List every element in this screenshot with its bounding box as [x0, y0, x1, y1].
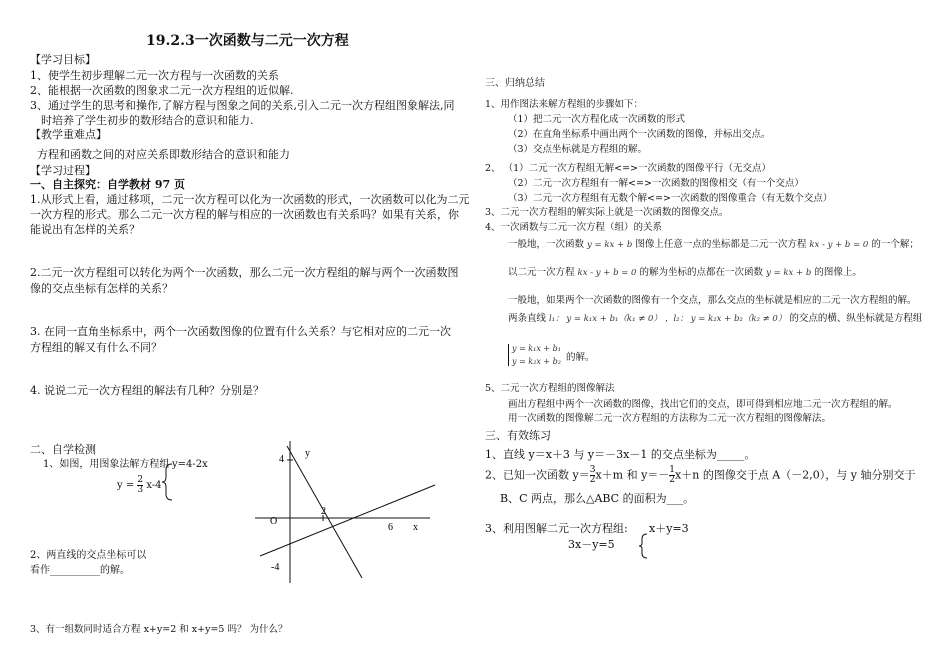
practice-3: 3、利用图解二元一次方程组:	[485, 522, 628, 535]
keypoint-text: 方程和函数之间的对应关系即数形结合的意识和能力	[37, 148, 290, 161]
keypoint-heading: 【教学重难点】	[30, 128, 107, 141]
goal-1: 1、使学生初步理解二元一次方程与一次函数的关系	[30, 69, 279, 82]
practice-2-line-2: B、C 两点，那么△ABC 的面积为___。	[500, 492, 695, 505]
x-tick-6-label: 6	[388, 522, 393, 533]
s4-1-middle: 图像上任意一点的坐标都是二元一次方程	[635, 239, 807, 250]
s4-2-prefix: 以二元一次方程	[508, 267, 575, 278]
x-tick-2-label: 2	[321, 506, 326, 517]
system-brace-icon	[160, 462, 174, 502]
page-title: 19.2.3一次函数与二元一次方程	[146, 33, 349, 49]
s4-4-prefix: 两条直线	[508, 313, 547, 324]
p2-denominator-2: 2	[669, 475, 676, 485]
s4-2-function: y = kx + b	[766, 268, 812, 278]
s4-1-suffix: 的一个解；	[871, 239, 919, 250]
check-3: 3、有一组数同时适合方程 x+y=2 和 x+y=5 吗？ 为什么？	[30, 624, 288, 635]
summary-4-para-4	[508, 313, 922, 325]
eq2-denominator: 3	[137, 485, 144, 495]
check-1-text: 1、如图，用图象法解方程组	[43, 459, 170, 470]
check-2-line-2: 看作__________的解。	[30, 565, 130, 576]
goals-heading: 【学习目标】	[30, 53, 96, 66]
practice-3-equation-1: x＋y=3	[649, 522, 689, 535]
summary-2-case-1: 2、 （1）二元一次方程组无解<=>一次函数的图像平行（无交点）	[485, 163, 771, 174]
self-check-heading: 二、自学检测	[30, 443, 96, 456]
summary-5-line-1: 画出方程组中两个一次函数的图像，找出它们的交点，即可得到相应地二元一次方程组的解。	[508, 399, 898, 410]
check-1-equation-1: y=4-2x	[172, 459, 208, 470]
question-2-line-2: 像的交点坐标有怎样的关系？	[30, 282, 173, 295]
summary-4: 4、一次函数与二元一次方程（组）的关系	[485, 222, 663, 233]
practice-heading: 三、有效练习	[485, 429, 551, 442]
eq2-prefix: y =	[117, 480, 135, 491]
summary-1-step-2: （2）在直角坐标系中画出两个一次函数的图像，并标出交点。	[508, 129, 771, 140]
summary-3: 3、二元一次方程组的解实际上就是一次函数的图像交点。	[485, 207, 729, 218]
p2-denominator-1: 2	[589, 475, 596, 485]
summary-1-step-3: （3）交点坐标就是方程组的解。	[508, 144, 648, 155]
p2-middle: x＋m 和 y＝－	[595, 468, 670, 482]
question-1-line-3: 能说出有怎样的关系？	[30, 223, 140, 236]
eq2-fraction	[137, 476, 143, 495]
goal-2: 2、能根据一次函数的图象求二元一次方程组的近似解.	[30, 84, 294, 97]
summary-2-case-2: （2）二元一次方程组有一解<=>一次函数的图像相交（有一个交点）	[508, 178, 804, 189]
p2-numerator-1: 3	[589, 465, 596, 475]
system-equation-2: y = k₂x + b₂	[512, 357, 561, 366]
practice-3-brace-icon	[637, 532, 649, 560]
question-1-line-1: 1.从形式上看，通过移项，二元一次方程可以化为一次函数的形式，一次函数可以化为二元	[30, 193, 470, 206]
eq2-suffix: x-4	[146, 480, 162, 491]
coordinate-graph	[255, 438, 445, 588]
origin-label: O	[270, 516, 278, 527]
summary-1-step-1: （1）把二元一次方程化成一次函数的形式	[508, 114, 686, 125]
question-2-line-1: 2.二元一次方程组可以转化为两个一次函数，那么二元一次方程组的解与两个一次函数图	[30, 266, 459, 279]
s4-1-prefix: 一般地，一次函数	[508, 239, 585, 250]
summary-4-system	[508, 344, 561, 366]
eq2-numerator: 2	[137, 475, 144, 485]
question-1-line-2: 一次方程的形式。那么二元一次方程的解与相应的一次函数也有关系吗？如果有关系，你	[30, 208, 459, 221]
y-tick-neg4-label: -4	[271, 562, 280, 573]
process-heading: 【学习过程】	[30, 164, 96, 177]
s4-1-equation: kx - y + b = 0	[809, 240, 869, 250]
s4-4-suffix: 的交点的横、纵坐标就是方程组	[789, 313, 923, 324]
s4-2-middle: 的解为坐标的点都在一次函数	[639, 267, 764, 278]
question-3-line-1: 3. 在同一直角坐标系中，两个一次函数图像的位置有什么关系？与它相对应的二元一次	[30, 325, 451, 338]
s4-2-equation: kx - y + b = 0	[577, 268, 637, 278]
practice-3-equation-2: 3x－y=5	[568, 538, 615, 551]
practice-2-line-1	[485, 466, 915, 485]
summary-5-line-2: 用一次函数的图像解二元一次方程组的方法称为二元一次方程组的图像解法。	[508, 413, 832, 424]
s4-2-suffix: 的图像上。	[814, 267, 862, 278]
summary-4-para-1	[508, 239, 919, 251]
explore-heading: 一、自主探究：自学教材 97 页	[30, 178, 185, 191]
x-axis-label: x	[413, 522, 418, 533]
practice-1: 1、直线 y＝x＋3 与 y＝－3x－1 的交点坐标为_____。	[485, 448, 756, 461]
goal-3-line-2: 时培养了学生初步的数形结合的意识和能力.	[41, 114, 254, 127]
question-3-line-2: 方程组的解又有什么不同？	[30, 341, 162, 354]
s4-4-line-1: l₁： y = k₁x + b₁（k₁ ≠ 0）	[549, 314, 662, 324]
question-4: 4. 说说二元一次方程组的解法有几种？分别是？	[30, 384, 264, 397]
summary-4-system-end: 的解。	[566, 352, 595, 363]
y-axis-label: y	[305, 448, 310, 459]
summary-2-case-3: （3）二元一次方程组有无数个解<=>一次函数的图像重合（有无数个交点）	[508, 193, 833, 204]
p2-prefix: 2、已知一次函数 y＝	[485, 468, 590, 482]
s4-4-line-2: ，l₂： y = k₂x + b₂（k₂ ≠ 0）	[664, 314, 787, 324]
line-y-2-3x-4	[260, 485, 435, 556]
check-2-line-1: 2、两直线的交点坐标可以	[30, 550, 147, 561]
summary-heading: 三、归纳总结	[485, 78, 545, 89]
summary-1: 1、用作图法来解方程组的步骤如下：	[485, 99, 644, 110]
summary-5: 5、二元一次方程组的图像解法	[485, 383, 615, 394]
p2-numerator-2: 1	[669, 465, 676, 475]
s4-1-function: y = kx + b	[587, 240, 633, 250]
summary-4-para-2	[508, 267, 862, 279]
system-equation-1: y = k₁x + b₁	[512, 344, 561, 353]
goal-3-line-1: 3、通过学生的思考和操作,了解方程与图象之间的关系,引入二元一次方程组图象解法,同	[30, 99, 455, 112]
p2-suffix: x＋n 的图像交于点 A（－2,0），与 y 轴分别交于	[675, 468, 916, 482]
check-1-equation-2	[117, 476, 162, 495]
summary-4-para-3: 一般地，如果两个一次函数的图像有一个交点，那么交点的坐标就是相应的二元一次方程组的解。	[508, 295, 917, 306]
y-tick-4-label: 4	[279, 454, 284, 465]
